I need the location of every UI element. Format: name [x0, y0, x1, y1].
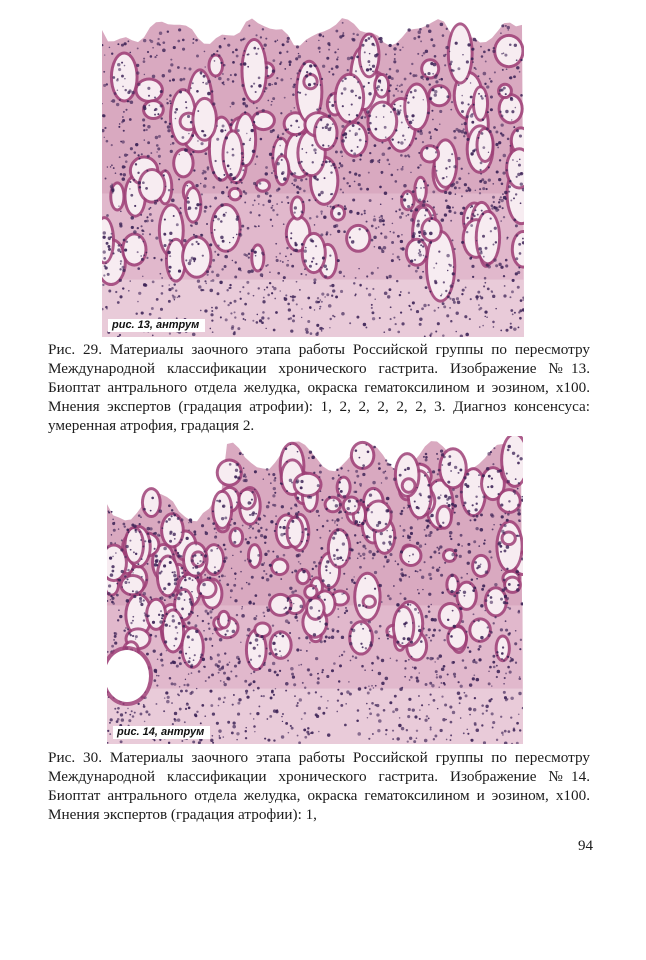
figure-caption-30: Рис. 30. Материалы заочного этапа работы Российской группы по пересмотру Международной классификации хронического гастрита. Изображение №14. Биоптат антрального отдела желудка, окраска гематоксилином и эозином, x100. Мнения экспертов (градация атрофии): 1,	[48, 749, 590, 823]
histology-micrograph-13	[102, 18, 524, 337]
figure-label-13: рис. 13, антрум	[108, 319, 205, 332]
histology-micrograph-14	[107, 436, 523, 744]
histology-image-14	[107, 436, 523, 744]
figure-label-14: рис. 14, антрум	[113, 726, 210, 739]
figure-caption-29: Рис. 29. Материалы заочного этапа работы Российской группы по пересмотру Международной классификации хронического гастрита. Изображение №13. Биоптат антрального отдела желудка, окраска гематоксилином и эозином, x100. Мнения экспертов (градация атрофии): 1, 2, 2, 2, 2, 2, 3. Диагноз консенсуса: умеренная атрофия, градация 2.	[48, 341, 590, 434]
histology-image-13	[102, 18, 524, 337]
page-number: 94	[578, 838, 593, 854]
